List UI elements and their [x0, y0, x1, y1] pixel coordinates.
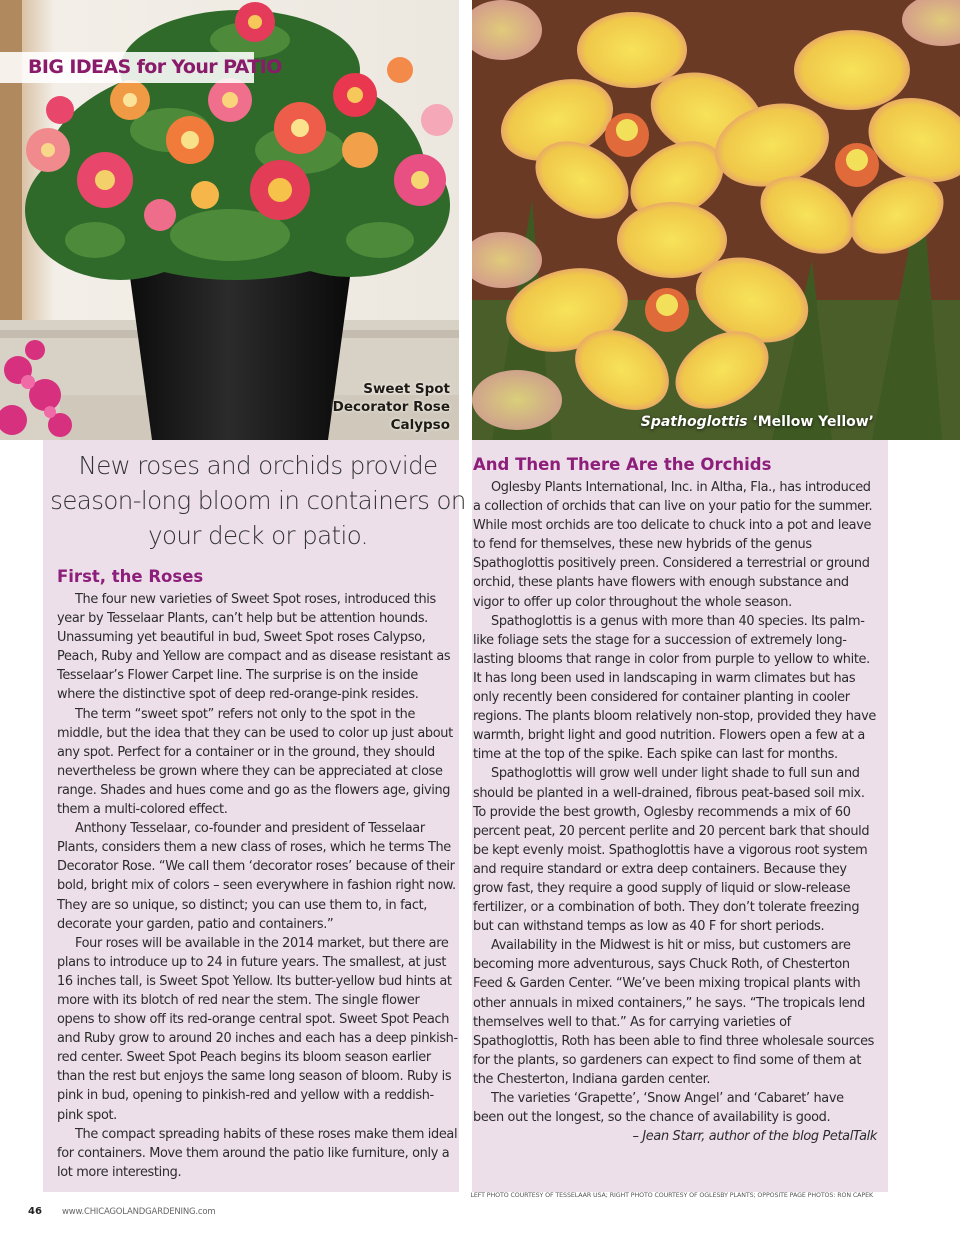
paragraph: Oglesby Plants International, Inc. in Altha, Fla., has introduced a collection of orchids that can live on your patio for the summer. While most orchids are too delicate to chuck into a pot and leave to fend for themselves, these new hybrids of the genus Spathoglottis positively preen. Considered a terrestrial or ground orchid, these plants have flowers with enough substance and vigor to offer up color throughout the whole season.	[473, 480, 873, 610]
rose-photo-caption	[290, 380, 450, 434]
orchids-body	[473, 478, 877, 1146]
article-headline: New roses and orchids provide season-long bloom in containers on your deck or patio.	[50, 451, 466, 550]
roses-heading: First, the Roses	[57, 567, 204, 586]
paragraph: Availability in the Midwest is hit or miss, but customers are becoming more adventurous, says Chuck Roth, of Chesterton Feed & Garden Center. “We’ve been mixing tropical plants with other annuals in mixed containers,” he says. “The tropicals lend themselves well to that.” As for carrying varieties of Spathoglottis, Roth has been able to find three wholesale sources for the plants, so gardeners can expect to find some of them at the Chesterton, Indiana garden center.	[473, 938, 875, 1087]
author-byline: – Jean Starr, author of the blog PetalTalk	[632, 1129, 877, 1145]
caption-genus: Spathoglottis	[640, 414, 748, 430]
roses-body	[57, 590, 459, 1182]
section-tag: BIG IDEAS for Your PATIO	[0, 52, 254, 83]
paragraph: The compact spreading habits of these roses make them ideal for containers. Move them around the patio like furniture, only a lot more interesting.	[57, 1126, 458, 1180]
paragraph: The varieties ‘Grapette’, ‘Snow Angel’ and ‘Cabaret’ have been out the longest, so the chance of availability is good.	[473, 1091, 844, 1126]
paragraph: Anthony Tesselaar, co-founder and president of Tesselaar Plants, considers them a new class of roses, which he terms The Decorator Rose. “We call them ‘decorator roses’ because of their bold, bright mix of colors – seen everywhere in fashion right now. They are so unique, so distinct; you can use them to, in fact, decorate your garden, patio and containers.”	[57, 821, 456, 932]
rose-photo	[0, 0, 459, 440]
website-link[interactable]: www.CHICAGOLANDGARDENING.com	[62, 1207, 216, 1217]
orchid-illustration	[472, 0, 960, 440]
caption-line: Sweet Spot	[363, 381, 450, 397]
paragraph: Four roses will be available in the 2014 market, but there are plans to introduce up to 24 in future years. The smallest, at just 16 inches tall, is Sweet Spot Yellow. Its butter-yellow bud hints at more with its blotch of red near the stem. The single flower opens to show off its red-orange central spot. Sweet Spot Peach and Ruby grow to around 20 inches and each has a deep pinkish-red center. Sweet Spot Peach begins its bloom season earlier than the rest but enjoys the same long season of bloom. Ruby is pink in bud, opening to pinkish-red and yellow with a reddish-pink spot.	[57, 935, 458, 1123]
page-number: 46	[28, 1206, 42, 1217]
photo-credit: LEFT PHOTO COURTESY OF TESSELAAR USA; RIGHT PHOTO COURTESY OF OGLESBY PLANTS; OPPOSITE PAGE PHOTOS: RON CAPEK	[470, 1192, 873, 1199]
caption-line: Decorator Rose	[332, 399, 450, 415]
orchid-photo-caption	[641, 413, 874, 431]
paragraph: Spathoglottis is a genus with more than 40 species. Its palm-like foliage sets the stage for a succession of extremely long-lasting blooms that range in color from purple to yellow to white. It has long been used in landscaping in warm climates but has only recently been considered for container planting in cooler regions. The plants bloom relatively non-stop, provided they have warmth, bright light and good nutrition. Flowers open a few at a time at the top of the spike. Each spike can last for months.	[473, 613, 876, 763]
paragraph: Spathoglottis will grow well under light shade to full sun and should be planted in a well-drained, fibrous peat-based soil mix. To provide the best growth, Oglesby recommends a mix of 60 percent peat, 20 percent perlite and 20 percent bark that should be kept evenly moist. Spathoglottis have a vigorous root system and require standard or extra deep containers. Because they grow fast, they require a good supply of liquid or slow-release fertilizer, or a combination of both. They don’t tolerate freezing but can withstand temps as low as 40 F for short periods.	[473, 766, 870, 935]
paragraph: The four new varieties of Sweet Spot roses, introduced this year by Tesselaar Plants, can’t help but be attention hounds. Unassuming yet beautiful in bud, Sweet Spot roses Calypso, Peach, Ruby and Yellow are compact and as disease resistant as Tesselaar’s Flower Carpet line. The surprise is on the inside where the distinctive spot of deep red-orange-pink resides.	[57, 592, 451, 703]
orchid-photo	[472, 0, 960, 440]
paragraph: The term “sweet spot” refers not only to the spot in the middle, but the idea that they can be used to color up just about any spot. Perfect for a container or in the ground, they should nevertheless be grown where they can be appreciated at close range. Shades and hues come and go as the flowers age, giving them a multi-colored effect.	[57, 706, 453, 818]
orchids-heading: And Then There Are the Orchids	[473, 455, 772, 474]
caption-variety: ‘Mellow Yellow’	[747, 414, 874, 430]
caption-line: Calypso	[390, 417, 450, 433]
